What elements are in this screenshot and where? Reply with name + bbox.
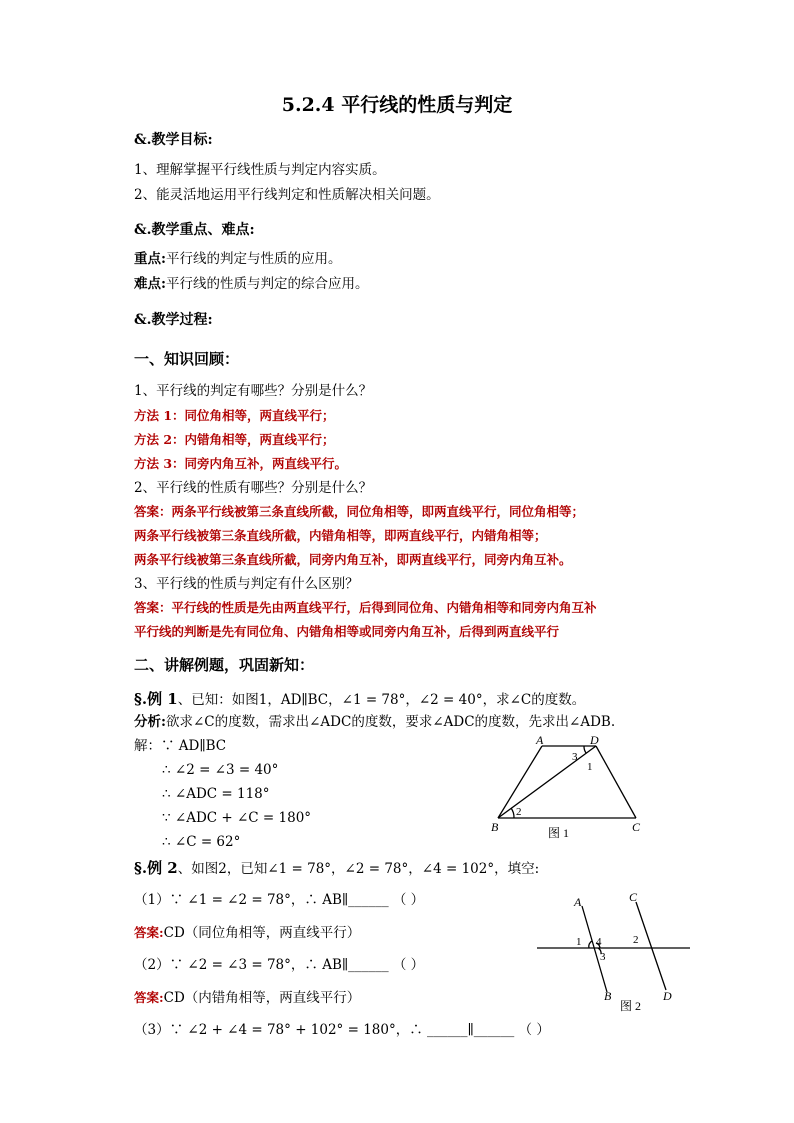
goal-item-1: 1、理解掌握平行线性质与判定内容实质。 [134,162,386,178]
answer-2-line-3: 两条平行线被第三条直线所截，同旁内角互补，即两直线平行，同旁内角互补。 [134,552,572,567]
figure-1 [486,734,646,842]
point-a-label: A [536,734,544,747]
line-ab [582,906,607,992]
answer-3-line-2: 平行线的判断是先有同位角、内错角相等或同旁内角互补，后得到两直线平行 [134,624,560,639]
example-2-question-3: （3）∵ ∠2 + ∠4 = 78° + 102° = 180°，∴ ______∥______ （ ） [134,1022,550,1038]
angle-1-label: 1 [576,936,582,948]
solution-line-3: ∴ ∠ADC = 118° [162,786,270,802]
solution-line-2: ∴ ∠2 = ∠3 = 40° [162,762,279,778]
answer-2-label: 答案: [134,990,164,1005]
example-2-question-2: （2）∵ ∠2 = ∠3 = 78°，∴ AB∥______ （ ） [134,957,425,973]
example-1-stem [134,690,585,709]
answer-1-label: 答案: [134,925,164,940]
answer-1-text: CD（同位角相等，两直线平行） [163,925,361,941]
key-point [134,250,341,268]
example-1-text: 、已知：如图1，AD∥BC，∠1 = 78°，∠2 = 40°，求∠C的度数。 [177,692,586,708]
method-2: 方法 2：内错角相等，两直线平行； [134,432,335,447]
method-3: 方法 3：同旁内角互补，两直线平行。 [134,456,348,471]
line-b-label: B [604,989,612,1003]
example-2-answer-1 [134,924,360,942]
solution-line-1: 解：∵ AD∥BC [134,738,227,754]
example-2-question-1: （1）∵ ∠1 = ∠2 = 78°，∴ AB∥______ （ ） [134,892,425,908]
difficult-point-text: 平行线的性质与判定的综合应用。 [165,276,369,292]
example-1-analysis [134,713,615,731]
question-1: 1、平行线的判定有哪些？分别是什么？ [134,383,373,399]
difficult-point-label: 难点: [134,276,166,292]
point-d-label: D [590,734,599,747]
line-d-label: D [663,989,672,1003]
process-heading: &.教学过程: [134,312,213,328]
solution-line-5: ∴ ∠C = 62° [162,834,241,850]
angle-3-label: 3 [600,951,606,963]
segment-dc [596,746,636,818]
example-2-prefix: §.例 2 [134,859,178,877]
angle-2-label: 2 [633,934,639,946]
goals-heading: &.教学目标: [134,132,213,148]
answer-2-line-1: 答案：两条平行线被第三条直线所截，同位角相等，即两直线平行，同位角相等； [134,504,585,519]
solution-line-4: ∵ ∠ADC + ∠C = 180° [162,810,312,826]
goal-item-2: 2、能灵活地运用平行线判定和性质解决相关问题。 [134,187,440,203]
figure-2 [532,888,694,1018]
point-c-label: C [632,820,641,834]
angle-1-arc [589,941,592,948]
segment-bd [498,746,596,818]
method-1: 方法 1：同位角相等，两直线平行； [134,408,335,423]
angle-3-arc [584,746,586,753]
example-1-prefix: §.例 1 [134,690,178,708]
key-point-label: 重点: [134,251,166,267]
line-c-label: C [629,890,638,904]
part1-heading: 一、知识回顾： [134,350,240,368]
angle-4-label: 4 [596,936,602,948]
figure-2-caption: 图 2 [620,999,642,1013]
angle-3-label: 3 [572,751,578,763]
example-2-answer-2 [134,989,360,1007]
angle-2-arc [511,808,514,818]
example-2-stem [134,859,539,878]
part2-heading: 二、讲解例题，巩固新知： [134,656,315,674]
answer-2-text: CD（内错角相等，两直线平行） [163,990,361,1006]
question-2: 2、平行线的性质有哪些？分别是什么？ [134,480,373,496]
analysis-text: 欲求∠C的度数，需求出∠ADC的度数，要求∠ADC的度数，先求出∠ADB. [165,714,616,730]
analysis-label: 分析: [134,714,166,730]
difficult-point [134,275,368,293]
line-cd [636,902,666,990]
point-b-label: B [491,820,499,834]
figure-1-caption: 图 1 [548,826,570,840]
keypoints-heading: &.教学重点、难点: [134,222,255,238]
angle-2-label: 2 [516,806,522,818]
example-2-text: 、如图2，已知∠1 = 78°，∠2 = 78°，∠4 = 102°，填空: [177,861,540,877]
answer-3-line-1: 答案：平行线的性质是先由两直线平行，后得到同位角、内错角相等和同旁内角互补 [134,600,597,615]
answer-2-line-2: 两条平行线被第三条直线所截，内错角相等，即两直线平行，内错角相等； [134,528,547,543]
key-point-text: 平行线的判定与性质的应用。 [165,251,342,267]
page-title: 5.2.4 平行线的性质与判定 [281,94,513,116]
line-a-label: A [574,895,582,909]
question-3: 3、平行线的性质与判定有什么区别？ [134,576,359,592]
angle-1-label: 1 [587,761,593,773]
